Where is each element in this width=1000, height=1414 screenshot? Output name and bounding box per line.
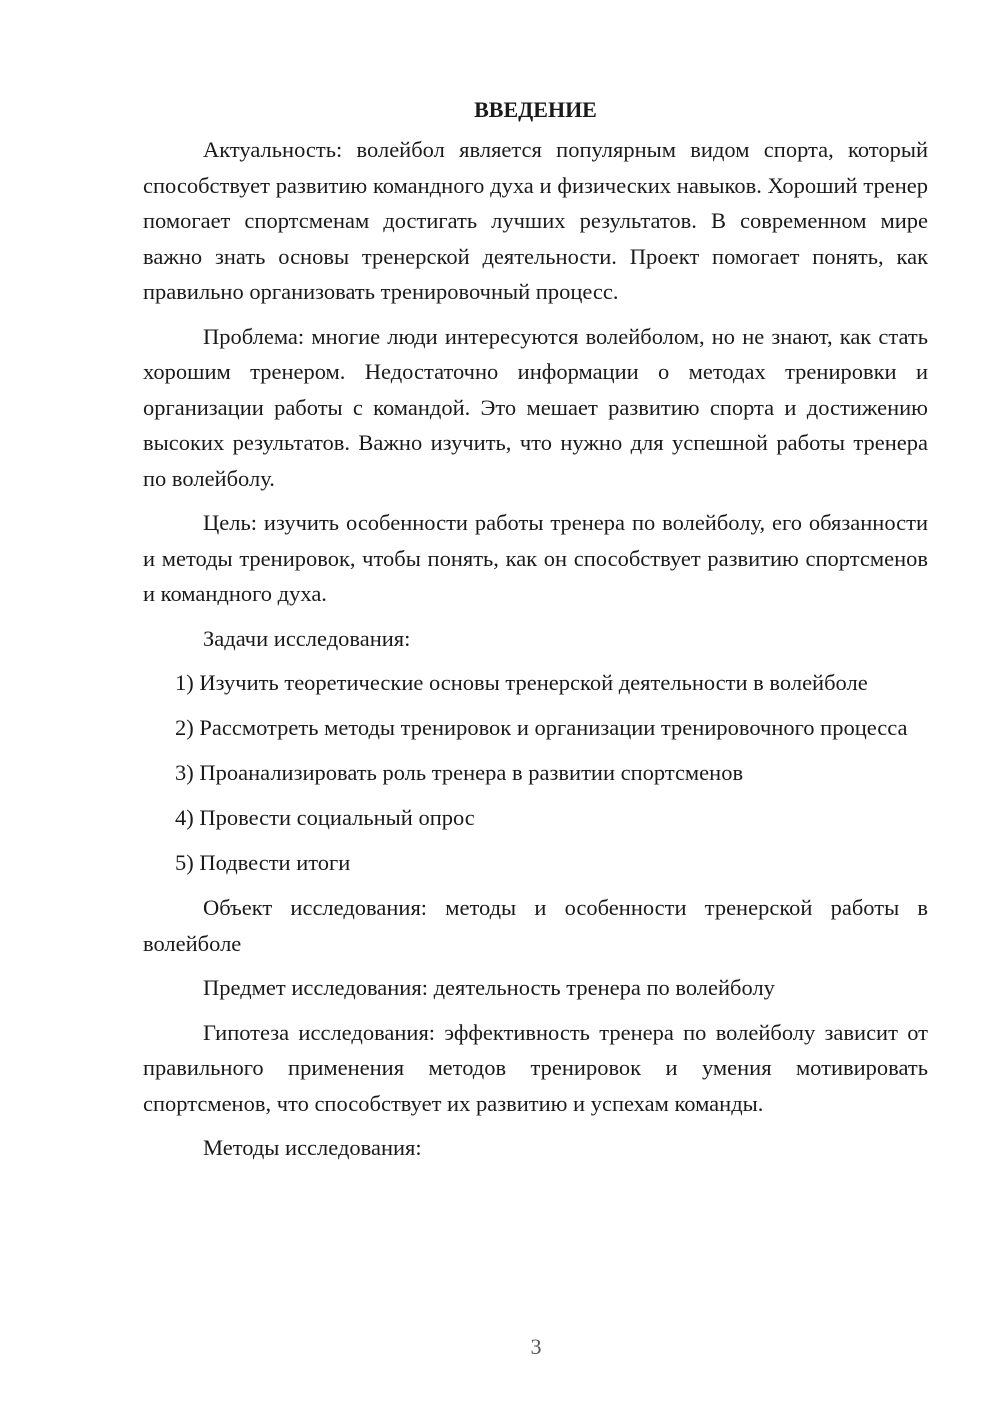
list-item: 2) Рассмотреть методы тренировок и организации тренировочного процесса [175,715,908,740]
subject-paragraph: Предмет исследования: деятельность тренера по волейболу [203,975,775,1000]
relevance-paragraph: Актуальность: волейбол является популярным видом спорта, который способствует развитию командного духа и физических навыков. Хороший тренер помогает спортсменам достигать лучших результатов. В современном мире важно знать основы тренерской деятельности. Проект помогает понять, как правильно организовать тренировочный процесс. [143,137,928,304]
goal-paragraph: Цель: изучить особенности работы тренера по волейболу, его обязанности и методы тренировок, чтобы понять, как он способствует развитию спортсменов и командного духа. [143,510,928,606]
list-item: 5) Подвести итоги [175,850,351,875]
list-item: 3) Проанализировать роль тренера в развитии спортсменов [175,760,744,785]
object-paragraph: Объект исследования: методы и особенности тренерской работы в волейболе [143,895,928,956]
page-title: ВВЕДЕНИЕ [474,97,597,122]
methods-heading: Методы исследования: [203,1135,422,1160]
page-number: 3 [530,1334,542,1359]
document-body [143,92,928,1175]
list-item: 1) Изучить теоретические основы тренерской деятельности в волейболе [175,670,868,695]
problem-paragraph: Проблема: многие люди интересуются волейболом, но не знают, как стать хорошим тренером. Недостаточно информации о методах тренировки и организации работы с командой. Это мешает развитию спорта и достижению высоких результатов. Важно изучить, что нужно для успешной работы тренера по волейболу. [143,323,928,491]
hypothesis-paragraph: Гипотеза исследования: эффективность тренера по волейболу зависит от правильного применения методов тренировок и умения мотивировать спортсменов, что способствует их развитию и успехам команды. [143,1019,928,1116]
tasks-list [143,665,928,881]
list-item: 4) Провести социальный опрос [175,805,475,830]
tasks-heading: Задачи исследования: [203,625,411,651]
